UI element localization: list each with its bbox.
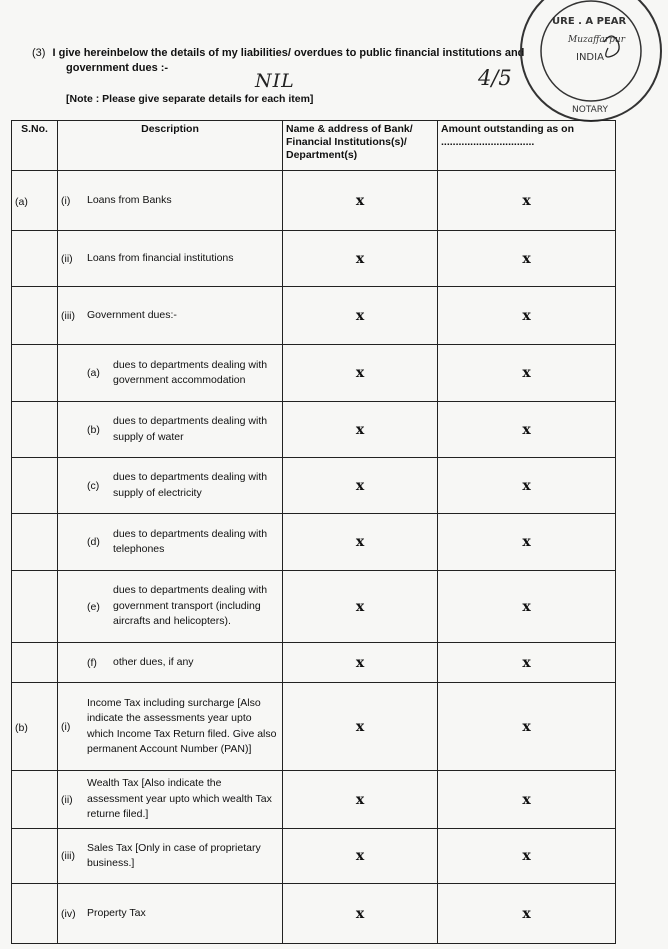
row-sub-letter: (c) <box>87 479 100 492</box>
table-row <box>12 402 616 458</box>
row-sno: (b) <box>12 683 58 771</box>
seal-top-text: URE . A PEAR <box>552 16 627 27</box>
row-sub-letter: (f) <box>87 656 97 669</box>
table-row <box>12 643 616 683</box>
row-text: Loans from Banks <box>87 193 172 206</box>
row-name-mark: x <box>283 287 438 345</box>
row-description <box>58 829 283 884</box>
row-text: dues to departments dealing with telephones <box>113 527 268 555</box>
row-name-mark: x <box>283 683 438 771</box>
table-row <box>12 683 616 771</box>
row-description <box>58 514 283 571</box>
table-row <box>12 829 616 884</box>
row-description <box>58 884 283 944</box>
row-text: Wealth Tax [Also indicate the assessment year upto which wealth Tax returne filed.] <box>87 777 272 821</box>
row-name-mark: x <box>283 171 438 231</box>
row-sno <box>12 345 58 402</box>
row-description <box>58 171 283 231</box>
row-description <box>58 571 283 643</box>
row-roman-numeral: (ii) <box>61 252 73 265</box>
row-name-mark: x <box>283 514 438 571</box>
row-name-mark: x <box>283 571 438 643</box>
row-text: dues to departments dealing with supply of electricity <box>113 471 268 499</box>
row-name-mark: x <box>283 771 438 829</box>
table-row <box>12 771 616 829</box>
seal-bottom-text: NOTARY <box>572 105 608 115</box>
row-description <box>58 643 283 683</box>
row-description <box>58 231 283 287</box>
row-description <box>58 345 283 402</box>
row-amount-mark: x <box>438 683 616 771</box>
table-row <box>12 514 616 571</box>
table-row <box>12 171 616 231</box>
handwritten-fraction: 4/5 <box>478 66 512 90</box>
table-row <box>12 345 616 402</box>
row-amount-mark: x <box>438 514 616 571</box>
row-description <box>58 458 283 514</box>
row-amount-mark: x <box>438 171 616 231</box>
row-text: dues to departments dealing with supply of water <box>113 415 268 443</box>
row-sub-letter: (b) <box>87 423 100 436</box>
row-amount-mark: x <box>438 643 616 683</box>
row-text: Income Tax including surcharge [Also indicate the assessments year upto which Income Tax Return filed. Give also permanent Account Number (PAN)] <box>87 696 277 755</box>
table-row <box>12 884 616 944</box>
row-text: dues to departments dealing with government transport (including aircrafts and helicopters). <box>113 584 268 628</box>
note-text: [Note : Please give separate details for each item] <box>66 93 314 105</box>
section-number: (3) <box>32 47 46 59</box>
row-sno <box>12 231 58 287</box>
liabilities-table <box>11 120 616 944</box>
row-text: Government dues:- <box>87 308 177 321</box>
row-sno <box>12 402 58 458</box>
row-sno <box>12 571 58 643</box>
row-name-mark: x <box>283 231 438 287</box>
row-amount-mark: x <box>438 829 616 884</box>
row-roman-numeral: (ii) <box>61 793 73 806</box>
row-amount-mark: x <box>438 458 616 514</box>
row-roman-numeral: (iii) <box>61 850 75 862</box>
row-description <box>58 771 283 829</box>
header-name-address: Name & address of Bank/ Financial Institutions(s)/ Department(s) <box>283 121 438 171</box>
row-description <box>58 683 283 771</box>
table-row <box>12 287 616 345</box>
row-sno <box>12 287 58 345</box>
table-row <box>12 571 616 643</box>
row-sno <box>12 514 58 571</box>
table-row <box>12 231 616 287</box>
row-name-mark: x <box>283 458 438 514</box>
row-sno <box>12 643 58 683</box>
row-sno <box>12 829 58 884</box>
row-sub-letter: (d) <box>87 536 100 548</box>
row-description <box>58 287 283 345</box>
header-sno: S.No. <box>12 121 58 171</box>
row-roman-numeral: (i) <box>61 720 71 733</box>
row-description <box>58 402 283 458</box>
row-name-mark: x <box>283 402 438 458</box>
row-amount-mark: x <box>438 345 616 402</box>
row-sub-letter: (a) <box>87 367 100 379</box>
row-amount-mark: x <box>438 771 616 829</box>
header-description: Description <box>58 121 283 171</box>
row-sno <box>12 771 58 829</box>
row-roman-numeral: (iii) <box>61 309 75 322</box>
row-sno: (a) <box>12 171 58 231</box>
row-sub-letter: (e) <box>87 600 100 613</box>
seal-center-top: Muzaffarpur <box>568 35 626 45</box>
row-roman-numeral: (i) <box>61 194 71 207</box>
heading-line-1: I give hereinbelow the details of my liabilities/ overdues to public financial institutions and <box>52 47 525 59</box>
heading-line-2: government dues :- <box>66 62 169 74</box>
table-header-row <box>12 121 616 171</box>
row-text: Loans from financial institutions <box>87 251 234 264</box>
seal-center: INDIA <box>576 52 604 63</box>
table-row <box>12 458 616 514</box>
row-name-mark: x <box>283 829 438 884</box>
row-amount-mark: x <box>438 884 616 944</box>
row-amount-mark: x <box>438 571 616 643</box>
handwritten-nil: NIL <box>255 70 295 92</box>
row-text: dues to departments dealing with government accommodation <box>113 358 268 386</box>
row-roman-numeral: (iv) <box>61 907 76 920</box>
row-name-mark: x <box>283 345 438 402</box>
row-text: Property Tax <box>87 906 146 919</box>
row-amount-mark: x <box>438 287 616 345</box>
notary-seal <box>512 0 668 130</box>
row-amount-mark: x <box>438 402 616 458</box>
row-name-mark: x <box>283 643 438 683</box>
row-text: other dues, if any <box>113 655 194 668</box>
row-sno <box>12 884 58 944</box>
row-text: Sales Tax [Only in case of proprietary business.] <box>87 841 261 869</box>
row-name-mark: x <box>283 884 438 944</box>
row-sno <box>12 458 58 514</box>
row-amount-mark: x <box>438 231 616 287</box>
header-amount: Amount outstanding as on ................................ <box>438 121 616 171</box>
